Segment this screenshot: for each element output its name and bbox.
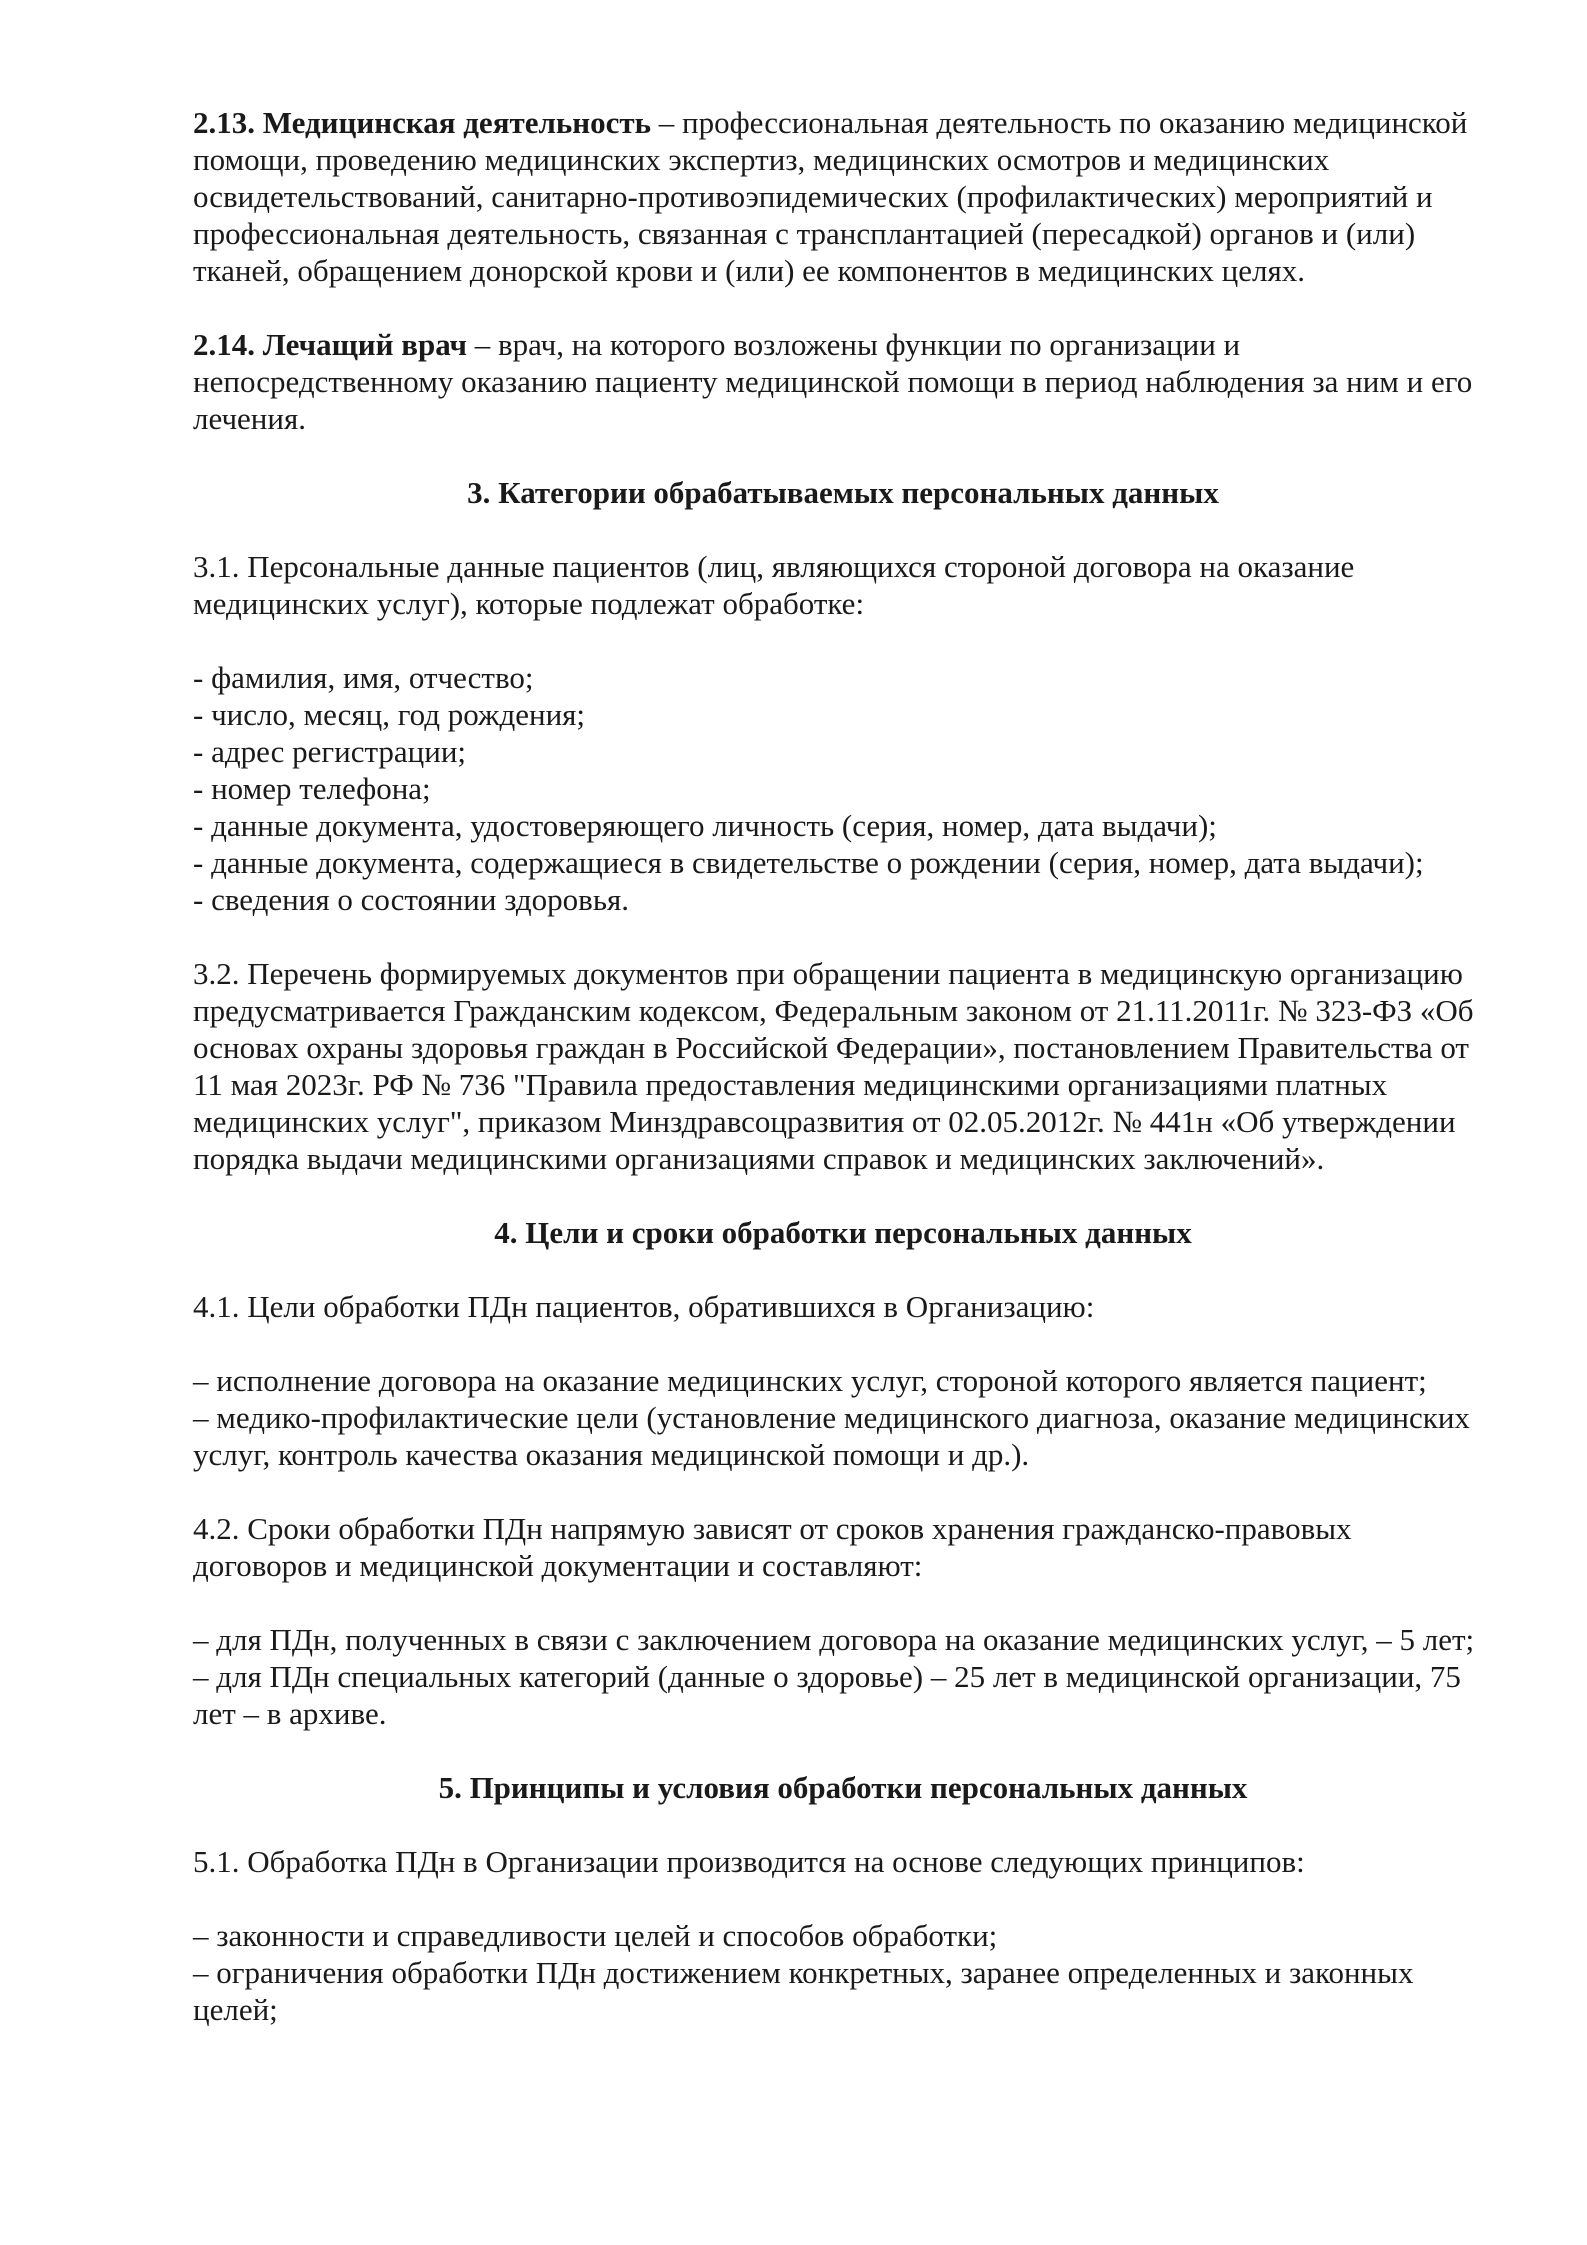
- list-item: – исполнение договора на оказание медицинских услуг, стороной которого является пациент;: [193, 1363, 1427, 1398]
- list-item: - число, месяц, год рождения;: [193, 697, 586, 732]
- paragraph-2-13: [193, 104, 1493, 289]
- document-page: [193, 104, 1493, 2028]
- list-item: - сведения о состоянии здоровья.: [193, 882, 629, 917]
- paragraph-3-2: 3.2. Перечень формируемых документов при обращении пациента в медицинскую организацию предусматривается Гражданским кодексом, Федеральным законом от 21.11.2011г. № 323-ФЗ «Об основах охраны здоровья граждан в Российской Федерации», постановлением Правительства от 11 мая 2023г. РФ № 736 "Правила предоставления медицинскими организациями платных медицинских услуг", приказом Минздравсоцразвития от 02.05.2012г. № 441н «Об утверждении порядка выдачи медицинскими организациями справок и медицинских заключений».: [193, 956, 1474, 1176]
- list-item: - фамилия, имя, отчество;: [193, 660, 534, 695]
- list-item: – для ПДн, полученных в связи с заключением договора на оказание медицинских услуг, – 5 лет;: [193, 1622, 1475, 1657]
- list-item: – ограничения обработки ПДн достижением конкретных, заранее определенных и законных целей;: [193, 1955, 1414, 2027]
- paragraph-2-14: [193, 326, 1493, 437]
- list-item: – медико-профилактические цели (установление медицинского диагноза, оказание медицинских услуг, контроль качества оказания медицинской помощи и др.).: [193, 1400, 1470, 1472]
- list-item: - номер телефона;: [193, 771, 431, 806]
- definition-medical-activity: – профессиональная деятельность по оказанию медицинской помощи, проведению медицинских экспертиз, медицинских осмотров и медицинских освидетельствований, санитарно-противоэпидемических (профилактических) мероприятий и профессиональная деятельность, связанная с трансплантацией (пересадкой) органов и (или) тканей, обращением донорской крови и (или) ее компонентов в медицинских целях.: [193, 105, 1468, 288]
- section-5-heading: 5. Принципы и условия обработки персональных данных: [438, 1770, 1248, 1805]
- list-item: – для ПДн специальных категорий (данные о здоровье) – 25 лет в медицинской организации, 75 лет – в архиве.: [193, 1659, 1461, 1731]
- paragraph-4-2: 4.2. Сроки обработки ПДн напрямую зависят от сроков хранения гражданско-правовых договоров и медицинской документации и составляют:: [193, 1511, 1352, 1583]
- term-attending-physician: 2.14. Лечащий врач: [193, 327, 467, 362]
- list-item: - данные документа, содержащиеся в свидетельстве о рождении (серия, номер, дата выдачи);: [193, 845, 1424, 880]
- paragraph-4-1: 4.1. Цели обработки ПДн пациентов, обратившихся в Организацию:: [193, 1289, 1095, 1324]
- paragraph-5-1: 5.1. Обработка ПДн в Организации производится на основе следующих принципов:: [193, 1844, 1305, 1879]
- processing-terms-list: [193, 1621, 1493, 1732]
- paragraph-3-1: 3.1. Персональные данные пациентов (лиц, являющихся стороной договора на оказание медицинских услуг), которые подлежат обработке:: [193, 549, 1355, 621]
- section-3-heading: 3. Категории обрабатываемых персональных данных: [467, 475, 1219, 510]
- list-item: - адрес регистрации;: [193, 734, 467, 769]
- definition-attending-physician: – врач, на которого возложены функции по организации и непосредственному оказанию пациенту медицинской помощи в период наблюдения за ним и его лечения.: [193, 327, 1473, 436]
- term-medical-activity: 2.13. Медицинская деятельность: [193, 105, 651, 140]
- principles-list: [193, 1917, 1493, 2028]
- list-item: – законности и справедливости целей и способов обработки;: [193, 1918, 998, 1953]
- personal-data-list: [193, 659, 1493, 918]
- section-4-heading: 4. Цели и сроки обработки персональных данных: [494, 1215, 1192, 1250]
- list-item: - данные документа, удостоверяющего личность (серия, номер, дата выдачи);: [193, 808, 1217, 843]
- processing-goals-list: [193, 1362, 1493, 1473]
